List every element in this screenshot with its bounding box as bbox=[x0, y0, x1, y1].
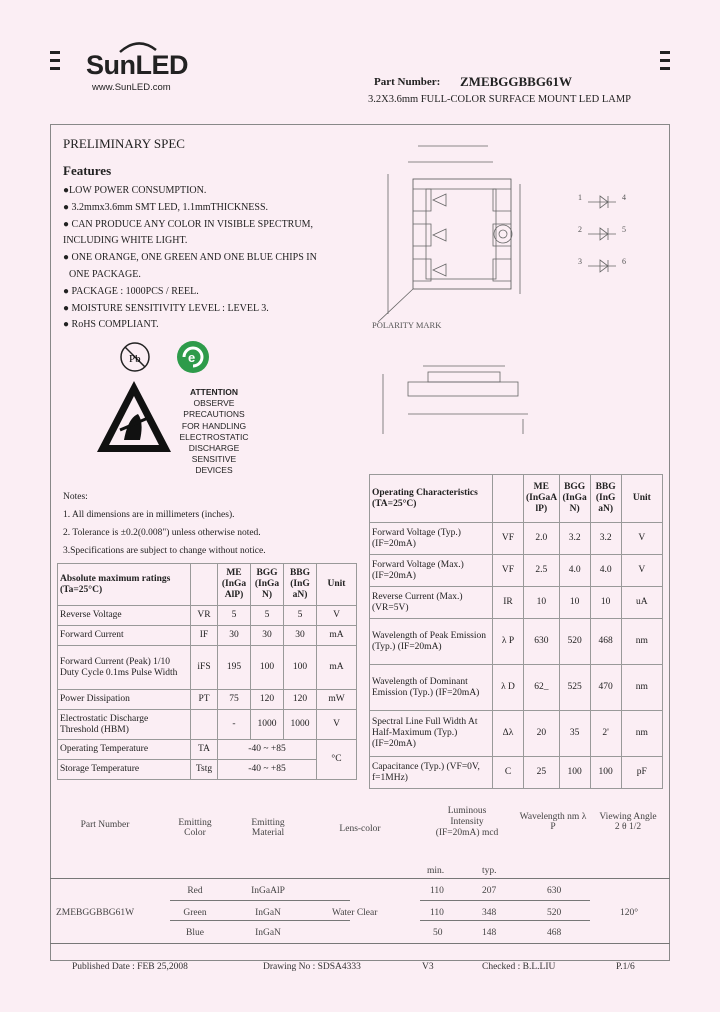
feature-item: INCLUDING WHITE LIGHT. bbox=[63, 235, 188, 247]
notes-title: Notes: bbox=[63, 492, 88, 502]
published-date: Published Date : FEB 25,2008 bbox=[72, 962, 188, 972]
notes bbox=[63, 488, 266, 560]
col-unit: Unit bbox=[621, 475, 662, 523]
min-cell: 50 bbox=[433, 928, 443, 938]
note-item: 3.Specifications are subject to change without notice. bbox=[63, 546, 266, 556]
note-item: 1. All dimensions are in millimeters (inches). bbox=[63, 510, 235, 520]
rohs-recycle-icon bbox=[174, 338, 212, 376]
col-bgg: BGG (InGa N) bbox=[251, 564, 284, 606]
part-number: ZMEBGGBBG61W bbox=[460, 74, 572, 89]
lens-color-cell: Water Clear bbox=[332, 908, 378, 918]
website-link[interactable]: www.SunLED.com bbox=[92, 82, 171, 93]
col-bgg: BGG (InGa N) bbox=[559, 475, 590, 523]
version: V3 bbox=[422, 962, 434, 972]
table-row: Storage Temperature Tstg -40 ~ +85 bbox=[58, 760, 357, 780]
hdr-min: min. bbox=[427, 866, 445, 876]
abs-title-cell: Absolute maximum ratings (Ta=25°C) bbox=[58, 564, 191, 606]
pin-label: 2 bbox=[578, 225, 582, 234]
table-row: Forward Current (Peak) 1/10 Duty Cycle 0.1ms Pulse Width iFS 195 100 100 mA bbox=[58, 646, 357, 690]
attention-line: FOR HANDLING bbox=[181, 420, 247, 431]
typ-cell: 207 bbox=[482, 886, 497, 896]
feature-item: ● MOISTURE SENSITIVITY LEVEL : LEVEL 3. bbox=[63, 302, 269, 314]
table-row: Reverse Voltage VR 5 5 5 V bbox=[58, 606, 357, 626]
wavelength-cell: 630 bbox=[547, 886, 562, 896]
attention-line: OBSERVE PRECAUTIONS bbox=[183, 398, 245, 420]
wavelength-cell: 520 bbox=[547, 908, 562, 918]
page-number: P.1/6 bbox=[616, 962, 635, 972]
polarity-mark-label: POLARITY MARK bbox=[372, 320, 442, 330]
temp-unit: °C bbox=[317, 740, 357, 780]
hdr-lens-color: Lens-color bbox=[339, 824, 381, 834]
table-row: Forward Voltage (Typ.) (IF=20mA) VF 2.0 3.2 3.2 V bbox=[370, 523, 663, 555]
col-unit: Unit bbox=[317, 564, 357, 606]
features-title: Features bbox=[63, 163, 112, 178]
features-list bbox=[63, 183, 353, 334]
note-item: 2. Tolerance is ±0.2(0.008") unless otherwise noted. bbox=[63, 528, 261, 538]
table-row: Wavelength of Peak Emission (Typ.) (IF=20mA) λ P 630 520 468 nm bbox=[370, 619, 663, 665]
sunled-logo: SunLED bbox=[86, 50, 188, 80]
material-cell: InGaAlP bbox=[251, 886, 285, 896]
typ-cell: 348 bbox=[482, 908, 497, 918]
table-row: Power Dissipation PT 75 120 120 mW bbox=[58, 690, 357, 710]
attention-line: SENSITIVE bbox=[191, 454, 237, 465]
attention-line: DEVICES bbox=[195, 465, 233, 476]
checked-by: Checked : B.L.LIU bbox=[482, 962, 556, 972]
table-row: Electrostatic Discharge Threshold (HBM) - 1000 1000 V bbox=[58, 710, 357, 740]
hdr-typ: typ. bbox=[482, 866, 497, 876]
hdr-emitting-color: Emitting Color bbox=[178, 818, 212, 838]
drawing-number: Drawing No : SDSA4333 bbox=[263, 962, 361, 972]
color-cell: Red bbox=[187, 886, 203, 896]
material-cell: InGaN bbox=[255, 928, 281, 938]
color-cell: Blue bbox=[186, 928, 204, 938]
hdr-viewing-angle: Viewing Angle 2 θ 1/2 bbox=[599, 812, 657, 832]
right-bars-decoration bbox=[660, 51, 670, 75]
col-me: ME (InGa AlP) bbox=[218, 564, 251, 606]
hdr-part-number: Part Number bbox=[80, 820, 130, 830]
hdr-luminous-intensity: Luminous Intensity (IF=20mA) mcd bbox=[435, 806, 499, 838]
logo-swoosh bbox=[118, 40, 158, 54]
pin-label: 5 bbox=[622, 225, 626, 234]
attention-line: ELECTROSTATIC bbox=[179, 431, 249, 442]
attention-notice bbox=[164, 387, 264, 477]
table-row: Forward Voltage (Max.) (IF=20mA) VF 2.5 4.0 4.0 V bbox=[370, 555, 663, 587]
part-table bbox=[50, 800, 670, 950]
pin-label: 1 bbox=[578, 193, 582, 202]
attention-line: DISCHARGE bbox=[188, 443, 240, 454]
min-cell: 110 bbox=[430, 886, 444, 896]
material-cell: InGaN bbox=[255, 908, 281, 918]
table-row: Spectral Line Full Width At Half-Maximum (Typ.) (IF=20mA) Δλ 20 35 2' nm bbox=[370, 711, 663, 757]
part-number-label: Part Number: bbox=[374, 76, 441, 88]
svg-text:e: e bbox=[188, 350, 196, 365]
col-bbg: BBG (InG aN) bbox=[590, 475, 621, 523]
pin-label: 3 bbox=[578, 257, 582, 266]
op-title-cell: Operating Characteristics (TA=25°C) bbox=[370, 475, 493, 523]
col-bbg: BBG (InG aN) bbox=[284, 564, 317, 606]
feature-item: ONE PACKAGE. bbox=[69, 268, 141, 280]
table-row: Reverse Current (Max.) (VR=5V) IR 10 10 10 uA bbox=[370, 587, 663, 619]
table-row: Capacitance (Typ.) (VF=0V, f=1MHz) C 25 100 100 pF bbox=[370, 757, 663, 789]
typ-cell: 148 bbox=[482, 928, 497, 938]
hdr-wavelength: Wavelength nm λ P bbox=[519, 812, 587, 832]
product-subtitle: 3.2X3.6mm FULL-COLOR SURFACE MOUNT LED LAMP bbox=[368, 94, 632, 105]
esd-warning-icon bbox=[94, 378, 174, 456]
absolute-maximum-ratings-table bbox=[57, 563, 357, 780]
pb-symbol-text: Pb bbox=[129, 353, 141, 365]
pin-label: 4 bbox=[622, 193, 626, 202]
viewing-angle-cell: 120° bbox=[620, 908, 639, 918]
preliminary-spec: PRELIMINARY SPEC bbox=[63, 136, 185, 151]
part-number-cell: ZMEBGGBBG61W bbox=[56, 908, 135, 918]
package-outline-drawing bbox=[368, 134, 668, 464]
feature-item: ● RoHS COMPLIANT. bbox=[63, 319, 159, 331]
hdr-emitting-material: Emitting Material bbox=[251, 818, 285, 838]
feature-item: ● ONE ORANGE, ONE GREEN AND ONE BLUE CHIPS IN bbox=[63, 252, 317, 264]
pb-free-icon bbox=[118, 340, 152, 374]
attention-title: ATTENTION bbox=[189, 387, 238, 397]
pin-label: 6 bbox=[622, 257, 626, 266]
min-cell: 110 bbox=[430, 908, 444, 918]
feature-item: ● CAN PRODUCE ANY COLOR IN VISIBLE SPECTRUM, bbox=[63, 218, 313, 230]
color-cell: Green bbox=[183, 908, 207, 918]
operating-characteristics-table bbox=[369, 474, 663, 789]
feature-item: ●LOW POWER CONSUMPTION. bbox=[63, 185, 207, 196]
wavelength-cell: 468 bbox=[547, 928, 562, 938]
table-row: Operating Temperature TA -40 ~ +85 °C bbox=[58, 740, 357, 760]
feature-item: ● PACKAGE : 1000PCS / REEL. bbox=[63, 285, 199, 297]
table-row: Forward Current IF 30 30 30 mA bbox=[58, 626, 357, 646]
left-bars-decoration bbox=[50, 51, 60, 75]
col-me: ME (InGaA lP) bbox=[524, 475, 560, 523]
table-row: Wavelength of Dominant Emission (Typ.) (IF=20mA) λ D 62_ 525 470 nm bbox=[370, 665, 663, 711]
feature-item: ● 3.2mmx3.6mm SMT LED, 1.1mmTHICKNESS. bbox=[63, 201, 269, 213]
